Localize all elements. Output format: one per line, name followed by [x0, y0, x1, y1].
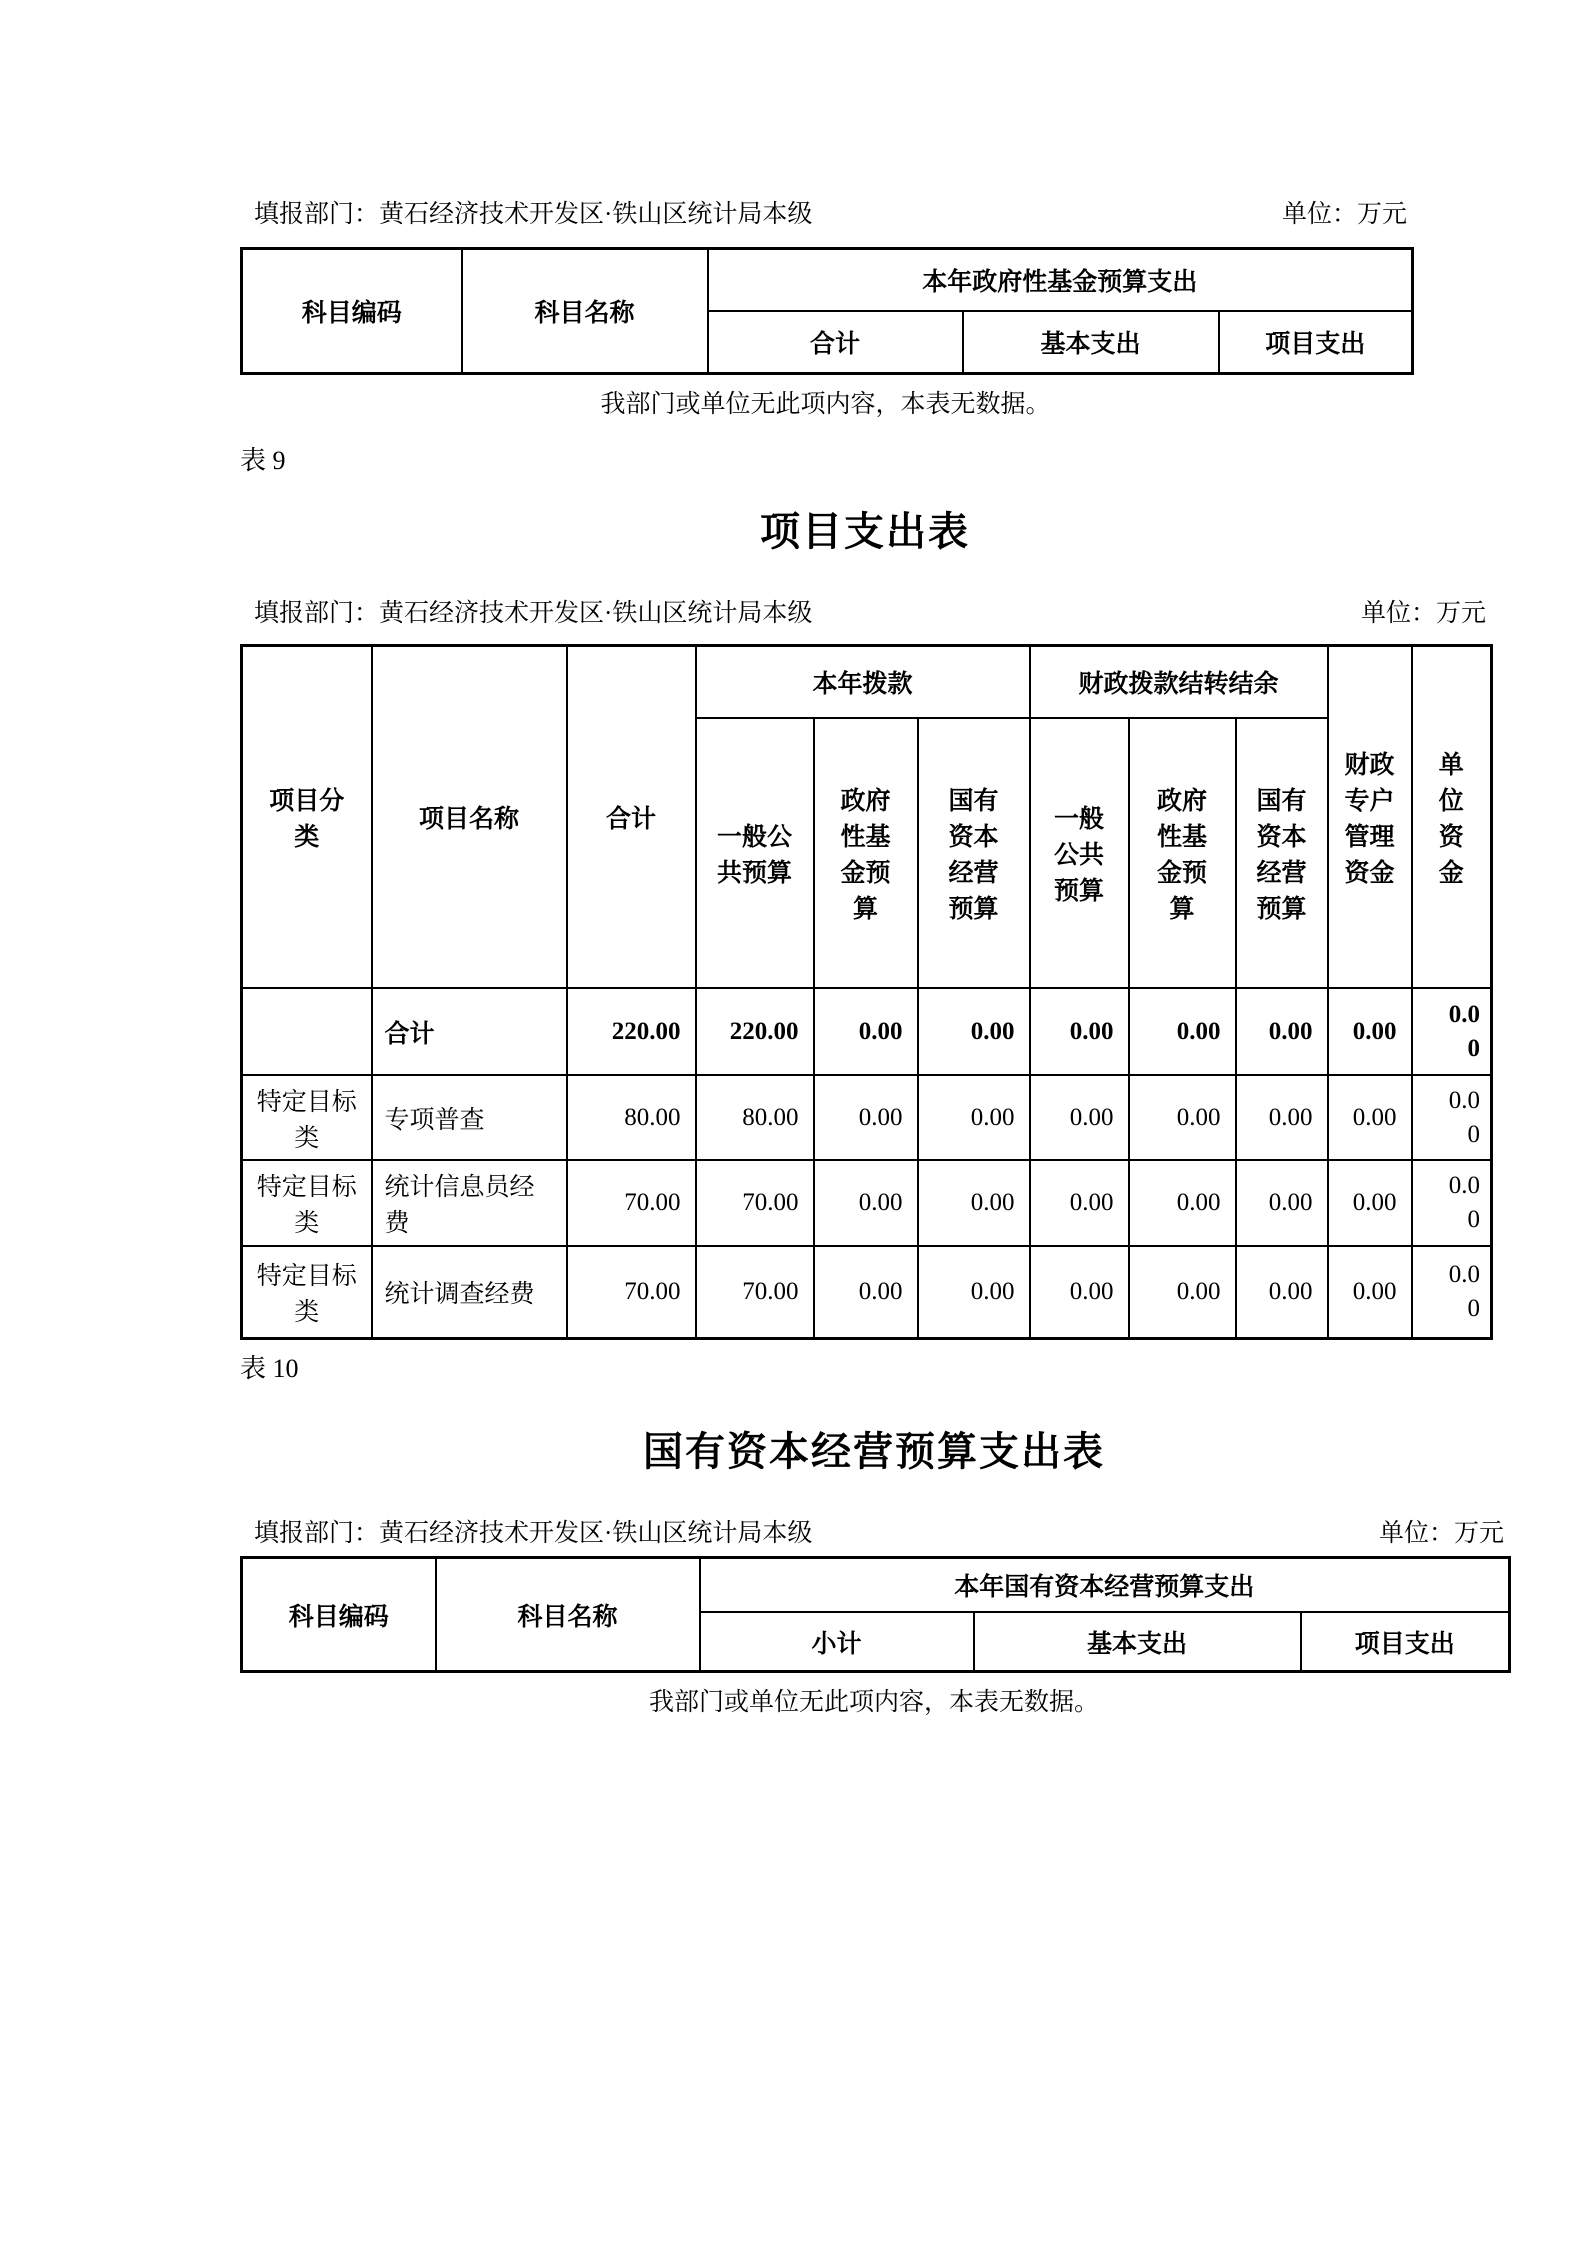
cell-value: 0.00: [1412, 1160, 1492, 1246]
header-subject-name: 科目名称: [462, 249, 708, 374]
cell-value: 0.00: [1030, 1075, 1129, 1160]
header-subject-code: 科目编码: [242, 249, 462, 374]
header-project-expense: 项目支出: [1301, 1612, 1510, 1672]
table-number-label: 表 10: [240, 1354, 299, 1383]
cell-value: 0.00: [1030, 988, 1129, 1075]
cell-value: 70.00: [567, 1160, 696, 1246]
cell-value: 0.00: [1030, 1246, 1129, 1339]
unit-label: 单位：万元: [1378, 1520, 1504, 1547]
cell-value: 0.00: [1412, 988, 1492, 1075]
header-project-expense: 项目支出: [1219, 311, 1413, 374]
header-gov-fund-budget: 政府性基金预算: [814, 718, 918, 988]
page-title-project-expense: 项目支出表: [760, 509, 970, 554]
cell-value: 70.00: [696, 1160, 814, 1246]
unit-label: 单位：万元: [1281, 201, 1407, 228]
cell-category: 特定目标类: [242, 1075, 372, 1160]
cell-category: 特定目标类: [242, 1246, 372, 1339]
header-carryover-state-capital-budget: 国有资本经营预算: [1236, 718, 1328, 988]
header-basic-expense: 基本支出: [963, 311, 1219, 374]
table-header-row: [242, 1558, 1510, 1613]
header-subject-code: 科目编码: [242, 1558, 436, 1672]
header-total: 合计: [708, 311, 963, 374]
project-expense-table: [240, 644, 1493, 1340]
table-row: [242, 1075, 1492, 1160]
cell-value: 0.00: [1129, 1075, 1236, 1160]
cell-value: 0.00: [1236, 988, 1328, 1075]
header-state-capital-budget: 国有资本经营预算: [918, 718, 1030, 988]
header-subject-name: 科目名称: [436, 1558, 700, 1672]
cell-project-name: 合计: [372, 988, 567, 1075]
no-data-note: 我部门或单位无此项内容，本表无数据。: [600, 391, 1051, 418]
cell-value: 0.00: [1412, 1246, 1492, 1339]
meta-row: [240, 198, 1411, 231]
dept-label: 填报部门：黄石经济技术开发区·铁山区统计局本级: [254, 600, 813, 627]
unit-label: 单位：万元: [1360, 600, 1486, 627]
cell-value: 0.00: [1129, 988, 1236, 1075]
cell-value: 80.00: [567, 1075, 696, 1160]
table-group-header-row: [242, 646, 1492, 719]
cell-value: 0.00: [1129, 1246, 1236, 1339]
cell-value: 0.00: [814, 1246, 918, 1339]
header-carryover-gov-fund-budget: 政府性基金预算: [1129, 718, 1236, 988]
cell-value: 0.00: [814, 1075, 918, 1160]
cell-value: 0.00: [1328, 1075, 1412, 1160]
cell-project-name: 专项普查: [372, 1075, 567, 1160]
cell-value: 0.00: [918, 988, 1030, 1075]
page-title-state-capital: 国有资本经营预算支出表: [643, 1429, 1105, 1474]
table-row-total: [242, 988, 1492, 1075]
cell-value: 80.00: [696, 1075, 814, 1160]
cell-value: 0.00: [1328, 988, 1412, 1075]
section-gov-fund-table: [240, 198, 1411, 420]
cell-value: 0.00: [1129, 1160, 1236, 1246]
header-group-carryover: 财政拨款结转结余: [1030, 646, 1328, 719]
cell-value: 0.00: [918, 1160, 1030, 1246]
section-project-expense: [240, 444, 1490, 1340]
dept-label: 填报部门：黄石经济技术开发区·铁山区统计局本级: [254, 201, 813, 228]
cell-value: 0.00: [1412, 1075, 1492, 1160]
cell-value: 0.00: [918, 1246, 1030, 1339]
gov-fund-expense-table: [240, 247, 1414, 375]
table-row: [242, 1246, 1492, 1339]
cell-value: 70.00: [567, 1246, 696, 1339]
state-capital-expense-table: [240, 1556, 1511, 1673]
header-project-name: 项目名称: [372, 646, 567, 989]
cell-value: 70.00: [696, 1246, 814, 1339]
section-state-capital-table: [240, 1352, 1508, 1718]
header-fiscal-special-account: 财政专户管理资金: [1328, 646, 1412, 989]
header-total: 合计: [567, 646, 696, 989]
meta-row: [240, 597, 1490, 630]
header-unit-funds: 单位资金: [1412, 646, 1492, 989]
cell-value: 0.00: [918, 1075, 1030, 1160]
cell-value: 0.00: [1328, 1160, 1412, 1246]
dept-label: 填报部门：黄石经济技术开发区·铁山区统计局本级: [254, 1520, 813, 1547]
header-group-current-year: 本年拨款: [696, 646, 1030, 719]
cell-value: 0.00: [1236, 1075, 1328, 1160]
table-header-row: [242, 249, 1413, 312]
header-basic-expense: 基本支出: [974, 1612, 1301, 1672]
cell-value: 0.00: [814, 1160, 918, 1246]
table-number-label: 表 9: [240, 446, 286, 475]
header-group-gov-fund: 本年政府性基金预算支出: [708, 249, 1413, 312]
cell-value: 0.00: [1236, 1246, 1328, 1339]
table-row: [242, 1160, 1492, 1246]
cell-value: 220.00: [567, 988, 696, 1075]
cell-value: 0.00: [1328, 1246, 1412, 1339]
cell-value: 220.00: [696, 988, 814, 1075]
cell-value: 0.00: [814, 988, 918, 1075]
cell-project-name: 统计调查经费: [372, 1246, 567, 1339]
cell-category: 特定目标类: [242, 1160, 372, 1246]
header-general-public-budget: 一般公共预算: [696, 718, 814, 988]
no-data-note: 我部门或单位无此项内容，本表无数据。: [648, 1689, 1099, 1716]
header-subtotal: 小计: [700, 1612, 974, 1672]
meta-row: [240, 1517, 1508, 1550]
header-project-category: 项目分类: [242, 646, 372, 989]
cell-value: 0.00: [1030, 1160, 1129, 1246]
cell-category: [242, 988, 372, 1075]
cell-project-name: 统计信息员经费: [372, 1160, 567, 1246]
header-carryover-general-public-budget: 一般公共预算: [1030, 718, 1129, 988]
cell-value: 0.00: [1236, 1160, 1328, 1246]
header-group-state-capital: 本年国有资本经营预算支出: [700, 1558, 1510, 1613]
